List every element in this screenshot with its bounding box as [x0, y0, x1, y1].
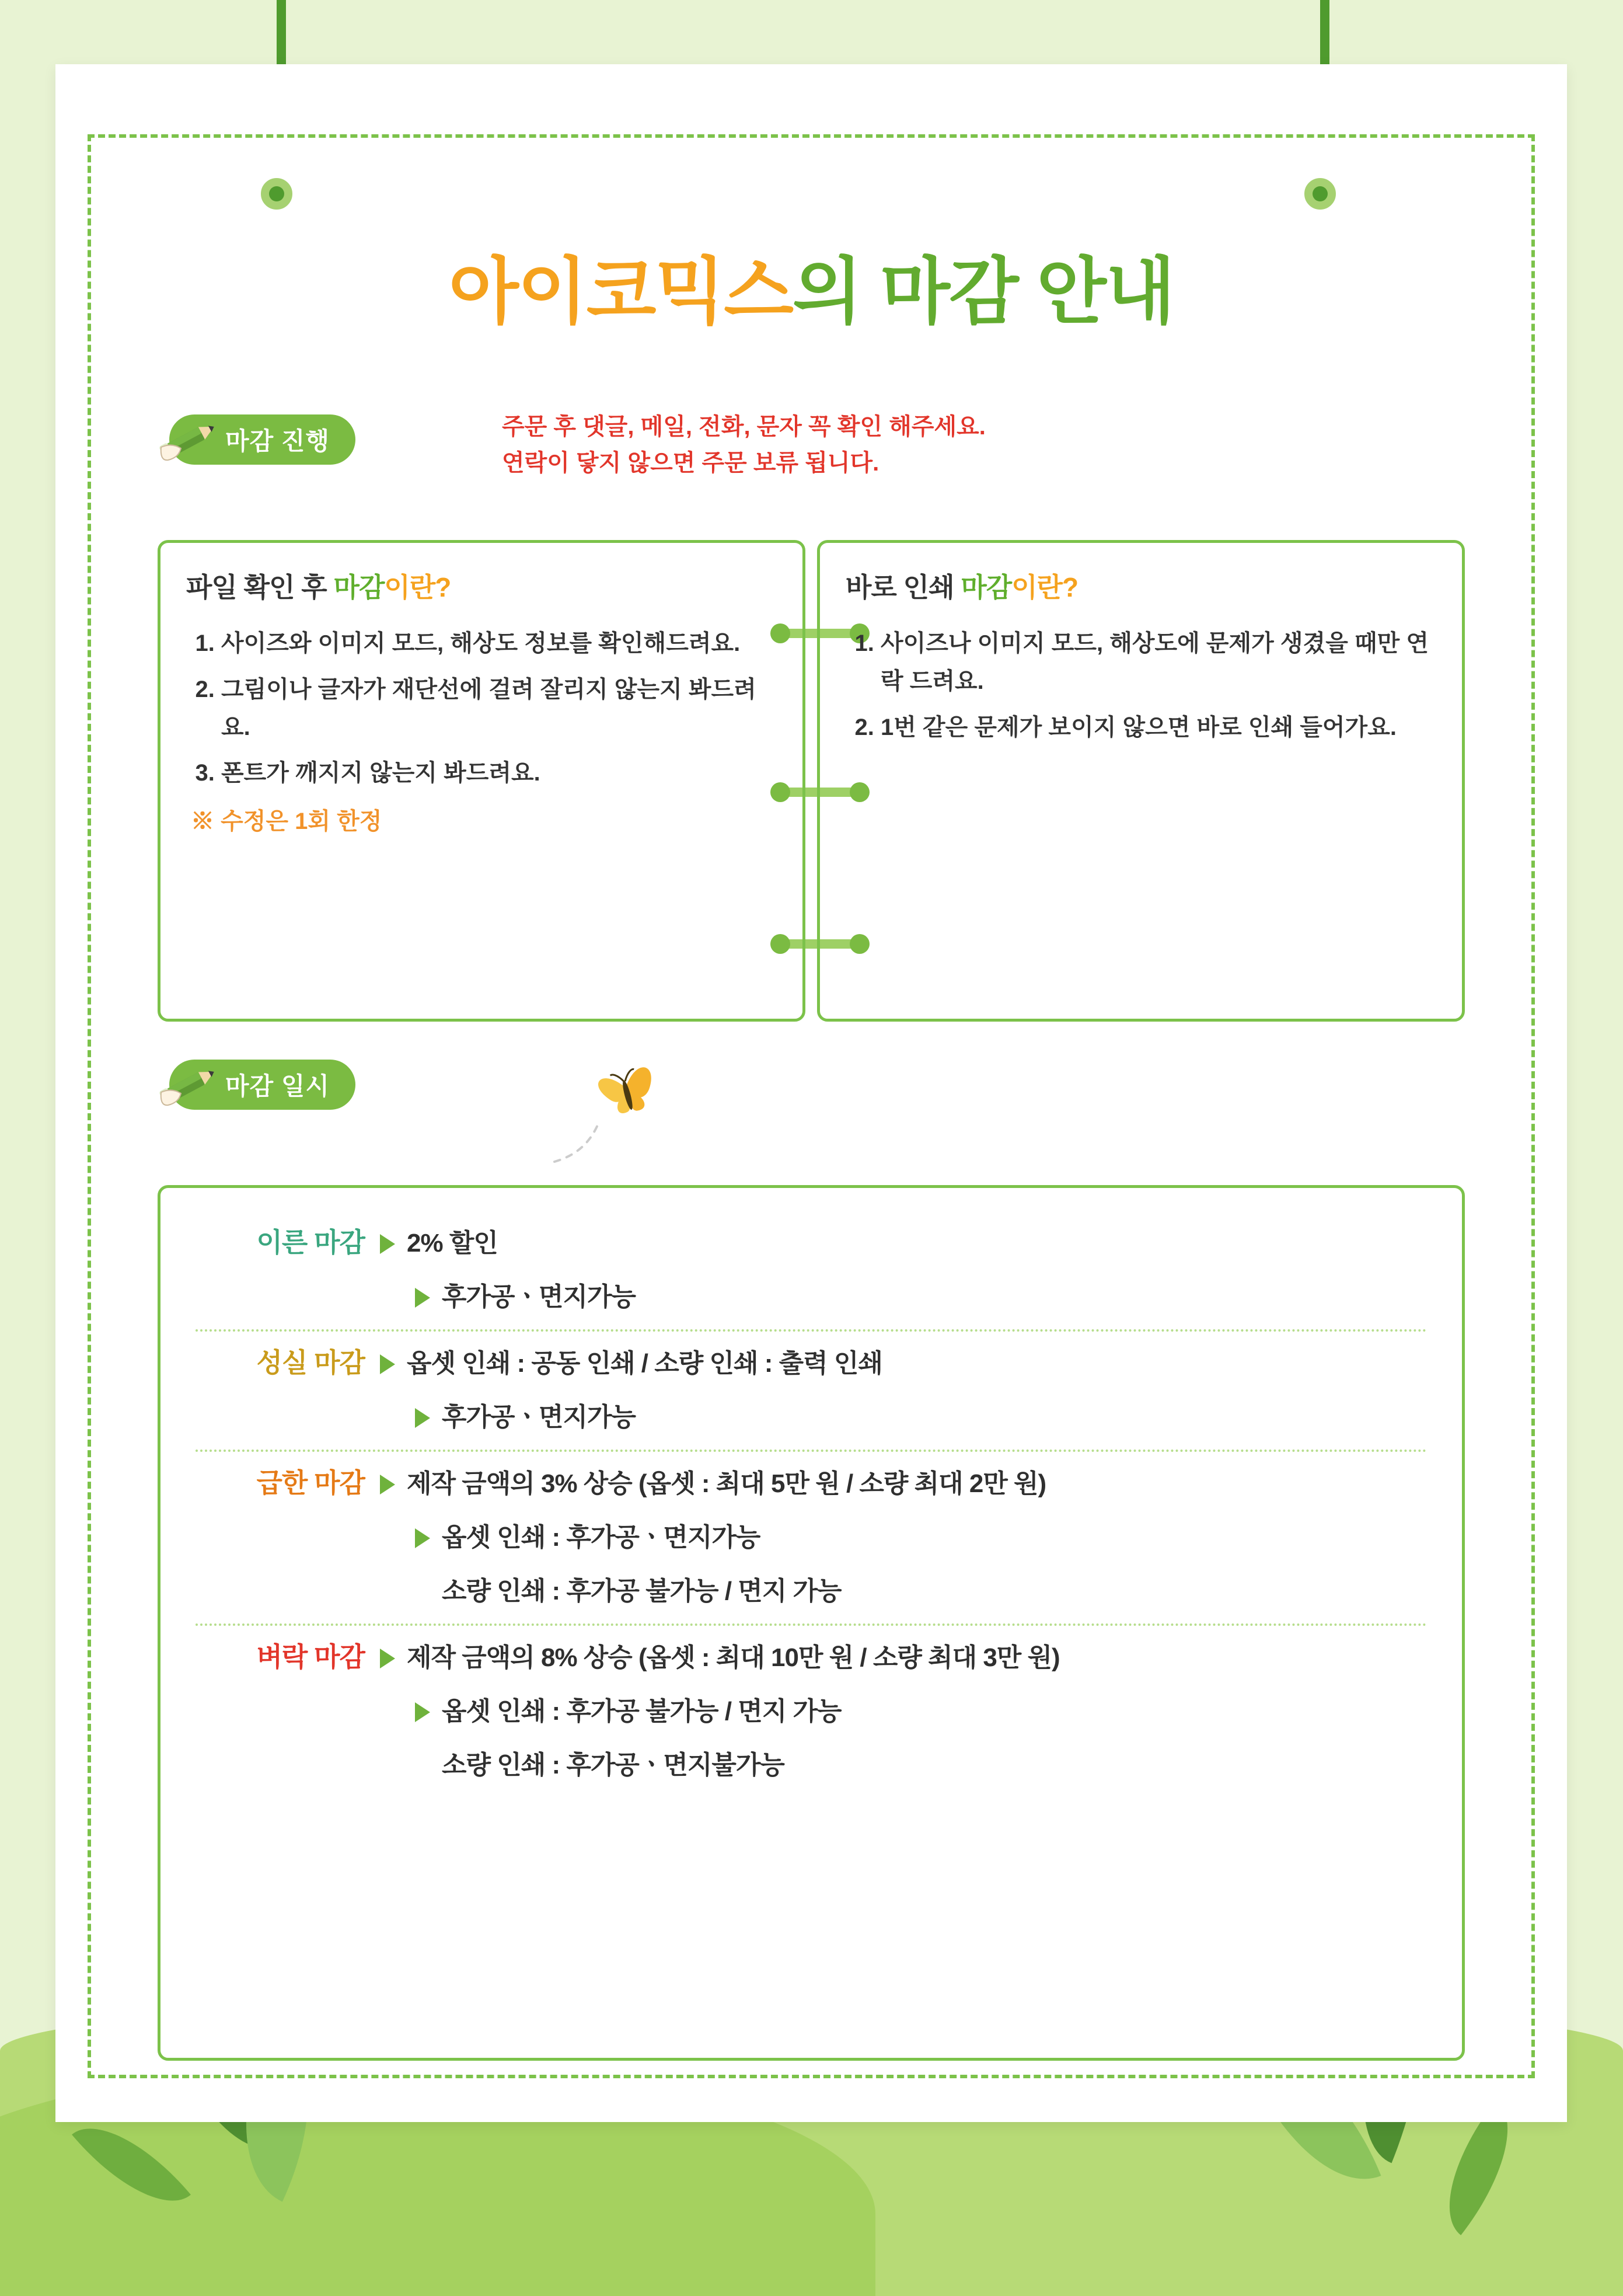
- info-box-title: [846, 566, 1436, 605]
- schedule-content: [380, 1639, 1427, 1785]
- arrow-icon: [380, 1475, 395, 1494]
- schedule-content: [380, 1344, 1427, 1437]
- arrow-icon: [380, 1354, 395, 1374]
- info-box-title-main: 파일 확인 후: [186, 572, 334, 602]
- butterfly-icon: [543, 1051, 677, 1168]
- schedule-divider: [196, 1623, 1427, 1626]
- page-title: [0, 234, 1623, 337]
- schedule-term: 급한 마감: [256, 1468, 365, 1498]
- schedule-line: [380, 1398, 1427, 1437]
- info-box-title-main: 바로 인쇄: [846, 572, 961, 602]
- schedule-row: [196, 1341, 1427, 1444]
- schedule-line: [380, 1465, 1427, 1503]
- page-title-rest: 의 마감 안내: [793, 252, 1174, 332]
- info-box-title-tail: 이란?: [1011, 572, 1078, 602]
- section-label-schedule: [169, 1060, 355, 1110]
- pencil-icon: [156, 411, 221, 468]
- hanging-knob: [255, 172, 298, 215]
- schedule-line: [380, 1746, 1427, 1785]
- list-item: 1. 사이즈나 이미지 모드, 해상도에 문제가 생겼을 때만 연락 드려요.: [881, 625, 1436, 701]
- notice-line-2: 연락이 닿지 않으면 주문 보류 됩니다.: [502, 450, 879, 476]
- schedule-line-text: 옵셋 인쇄 : 후가공ㆍ면지가능: [442, 1523, 760, 1552]
- schedule-row: [196, 1461, 1427, 1618]
- schedule-term: 벼락 마감: [256, 1642, 365, 1672]
- schedule-content: [380, 1224, 1427, 1316]
- arrow-icon: [415, 1528, 430, 1548]
- hanging-knob: [1299, 172, 1342, 215]
- arrow-icon: [415, 1702, 430, 1722]
- schedule-line: [380, 1572, 1427, 1611]
- arrow-icon: [415, 1288, 430, 1308]
- info-box-title-highlight: 마감: [961, 572, 1012, 602]
- arrow-icon: [415, 1408, 430, 1428]
- schedule-line: [380, 1344, 1427, 1383]
- section-label-process: [169, 414, 355, 465]
- arrow-icon: [380, 1234, 395, 1254]
- section-label-process-text: 마감 진행: [225, 427, 330, 455]
- info-box-title-highlight: 마감: [333, 572, 385, 602]
- info-box-title: [186, 566, 777, 605]
- section-label-schedule-text: 마감 일시: [225, 1072, 330, 1100]
- schedule-line: [380, 1639, 1427, 1677]
- schedule-line-text: 제작 금액의 8% 상승 (옵셋 : 최대 10만 원 / 소량 최대 3만 원): [407, 1643, 1060, 1672]
- schedule-line-text: 2% 할인: [407, 1229, 498, 1257]
- schedule-row: [196, 1635, 1427, 1792]
- schedule-content: [380, 1465, 1427, 1611]
- schedule-line: [380, 1518, 1427, 1557]
- schedule-line-text: 제작 금액의 3% 상승 (옵셋 : 최대 5만 원 / 소량 최대 2만 원): [407, 1469, 1046, 1498]
- schedule-line-text: 옵셋 인쇄 : 후가공 불가능 / 면지 가능: [442, 1697, 842, 1726]
- schedule-line: [380, 1224, 1427, 1263]
- schedule-row: [196, 1221, 1427, 1323]
- schedule-line-text: 소량 인쇄 : 후가공 불가능 / 면지 가능: [442, 1577, 842, 1605]
- pencil-icon: [156, 1056, 221, 1113]
- schedule-line-text: 옵셋 인쇄 : 공동 인쇄 / 소량 인쇄 : 출력 인쇄: [407, 1349, 882, 1378]
- info-box-note: ※ 수정은 1회 한정: [191, 809, 382, 835]
- info-box-list: [186, 625, 777, 792]
- page-title-brand: 아이코믹스: [449, 252, 793, 332]
- schedule-line: [380, 1692, 1427, 1731]
- schedule-line: [380, 1278, 1427, 1316]
- notice-text: [502, 409, 986, 481]
- info-box-title-tail: 이란?: [384, 572, 451, 602]
- notice-line-1: 주문 후 댓글, 메일, 전화, 문자 꼭 확인 해주세요.: [502, 414, 986, 440]
- info-box-list: [846, 625, 1436, 746]
- schedule-box: [158, 1185, 1465, 2061]
- list-item: 3. 폰트가 깨지지 않는지 봐드려요.: [221, 754, 777, 792]
- schedule-line-text: 후가공ㆍ면지가능: [442, 1403, 636, 1431]
- info-box-file-check: [158, 540, 805, 1022]
- schedule-line-text: 소량 인쇄 : 후가공ㆍ면지불가능: [442, 1751, 784, 1779]
- info-box-direct-print: [817, 540, 1465, 1022]
- schedule-term: 이른 마감: [256, 1227, 365, 1257]
- schedule-divider: [196, 1450, 1427, 1452]
- list-item: 2. 그림이나 글자가 재단선에 걸려 잘리지 않는지 봐드려요.: [221, 671, 777, 747]
- list-item: 2. 1번 같은 문제가 보이지 않으면 바로 인쇄 들어가요.: [881, 709, 1436, 747]
- schedule-term: 성실 마감: [256, 1347, 365, 1378]
- schedule-line-text: 후가공ㆍ면지가능: [442, 1283, 636, 1311]
- arrow-icon: [380, 1649, 395, 1668]
- schedule-divider: [196, 1329, 1427, 1332]
- list-item: 1. 사이즈와 이미지 모드, 해상도 정보를 확인해드려요.: [221, 625, 777, 663]
